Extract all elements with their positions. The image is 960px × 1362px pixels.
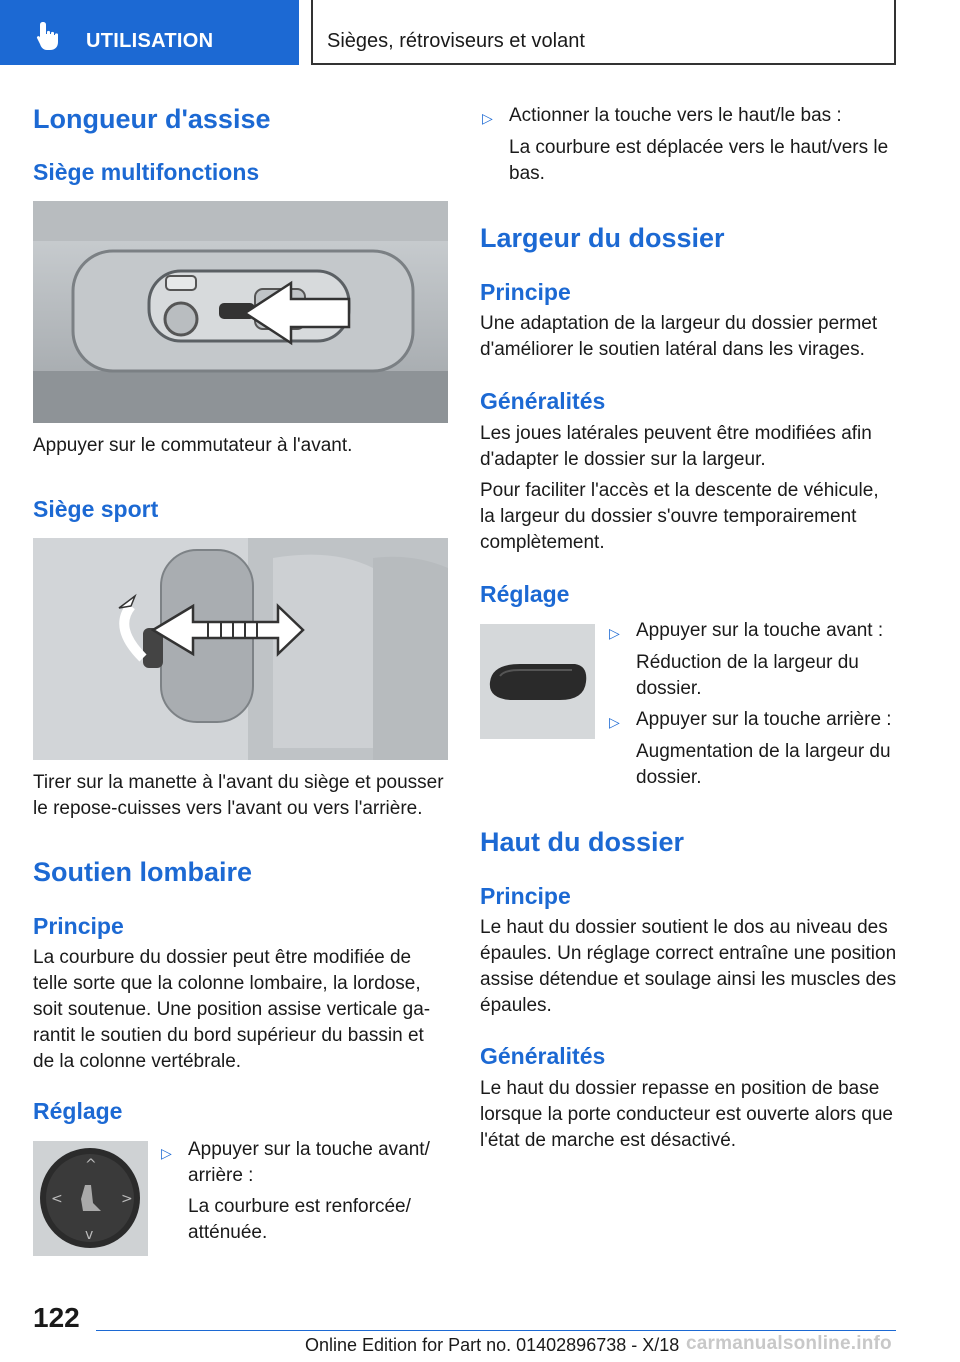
largeur-principe-1: Une adaptation de la largeur du dossier permet (480, 313, 878, 334)
page-number: 122 (33, 1302, 80, 1333)
haut-principe-1: Le haut du dossier soutient le dos au niveau des (480, 917, 888, 938)
reglage-largeur-r2-2: dossier. (636, 767, 702, 788)
bullet-triangle-icon: ▷ (161, 1145, 172, 1161)
reglage-largeur-b2: Appuyer sur la touche arrière : (636, 709, 892, 730)
largeur-gen-4: la largeur du dossier s'ouvre temporairement (480, 506, 857, 527)
photo-sport-seat (33, 538, 448, 760)
footer-divider (96, 1330, 896, 1331)
principe-line-3: soit soutenue. Une position assise verticale ga‐ (33, 999, 431, 1020)
haut-gen-2: lorsque la porte conducteur est ouverte alors que (480, 1104, 893, 1125)
bullet-triangle-icon: ▷ (609, 714, 620, 730)
hand-pointer-icon (34, 20, 64, 52)
svg-text:^: ^ (85, 1157, 97, 1173)
largeur-principe-2: d'améliorer le soutien latéral dans les virages. (480, 339, 865, 360)
right-top-result-2: bas. (509, 163, 545, 184)
photo-seat-switch (33, 201, 448, 423)
reglage-lombaire-r1-1: La courbure est renforcée/ (188, 1196, 411, 1217)
svg-text:v: v (85, 1227, 94, 1243)
section-title: Sièges, rétroviseurs et volant (327, 30, 585, 52)
bullet-triangle-icon: ▷ (482, 110, 493, 126)
heading-siege-sport: Siège sport (33, 496, 159, 522)
reglage-largeur-r1-1: Réduction de la largeur du (636, 652, 859, 673)
caption-sport-1: Tirer sur la manette à l'avant du siège et pousser (33, 772, 444, 793)
bullet-triangle-icon: ▷ (609, 625, 620, 641)
heading-generalites-largeur: Généralités (480, 388, 606, 414)
chapter-label: UTILISATION (86, 30, 214, 52)
watermark: carmanualsonline.info (686, 1333, 892, 1354)
caption-sport-2: le repose-cuisses vers l'avant ou vers l'arrière. (33, 798, 423, 819)
chapter-tab (0, 0, 299, 65)
reglage-largeur-r2-1: Augmentation de la largeur du (636, 741, 891, 762)
principe-line-5: de la colonne vertébrale. (33, 1051, 242, 1072)
section-header (311, 0, 896, 65)
reglage-lombaire-r1-2: atténuée. (188, 1222, 268, 1243)
reglage-largeur-b1: Appuyer sur la touche avant : (636, 620, 884, 641)
svg-text:<: < (51, 1191, 63, 1207)
largeur-gen-1: Les joues latérales peuvent être modifiées afin (480, 423, 872, 444)
footer-edition: Online Edition for Part no. 01402896738 - X/18 (305, 1335, 680, 1355)
heading-principe-haut: Principe (480, 883, 571, 909)
heading-haut-dossier: Haut du dossier (480, 827, 685, 857)
haut-gen-3: l'état de marche est désactivé. (480, 1130, 737, 1151)
largeur-gen-2: d'adapter le dossier sur la largeur. (480, 449, 766, 470)
reglage-largeur-r1-2: dossier. (636, 678, 702, 699)
largeur-gen-5: complètement. (480, 532, 605, 553)
largeur-gen-3: Pour faciliter l'accès et la descente de véhicule, (480, 480, 879, 501)
principe-line-2: telle sorte que la colonne lombaire, la lordose, (33, 973, 421, 994)
principe-line-4: rantit le soutien du bord supérieur du bassin et (33, 1025, 424, 1046)
reglage-lombaire-b1-1: Appuyer sur la touche avant/ (188, 1139, 430, 1160)
heading-generalites-haut: Généralités (480, 1043, 606, 1069)
haut-principe-3: assise détendue et soulage ainsi les muscles des (480, 969, 897, 990)
principe-line-1: La courbure du dossier peut être modifiée de (33, 947, 412, 968)
right-top-bullet: Actionner la touche vers le haut/le bas : (509, 105, 842, 126)
heading-principe-largeur: Principe (480, 279, 571, 305)
heading-multifonctions: Siège multifonctions (33, 159, 260, 185)
heading-soutien-lombaire: Soutien lombaire (33, 857, 253, 887)
caption-multifonctions: Appuyer sur le commutateur à l'avant. (33, 435, 353, 456)
haut-principe-4: épaules. (480, 995, 552, 1016)
svg-text:>: > (121, 1191, 133, 1207)
heading-reglage-largeur: Réglage (480, 581, 570, 607)
reglage-lombaire-b1-2: arrière : (188, 1165, 254, 1186)
heading-longueur: Longueur d'assise (33, 104, 271, 134)
haut-gen-1: Le haut du dossier repasse en position de base (480, 1078, 880, 1099)
right-top-result-1: La courbure est déplacée vers le haut/vers le (509, 137, 889, 158)
heading-reglage-lombaire: Réglage (33, 1098, 123, 1124)
photo-side-button (480, 624, 595, 739)
heading-principe-lombaire: Principe (33, 913, 124, 939)
haut-principe-2: épaules. Un réglage correct entraîne une position (480, 943, 897, 964)
heading-largeur-dossier: Largeur du dossier (480, 223, 725, 253)
photo-lumbar-control (33, 1141, 148, 1256)
